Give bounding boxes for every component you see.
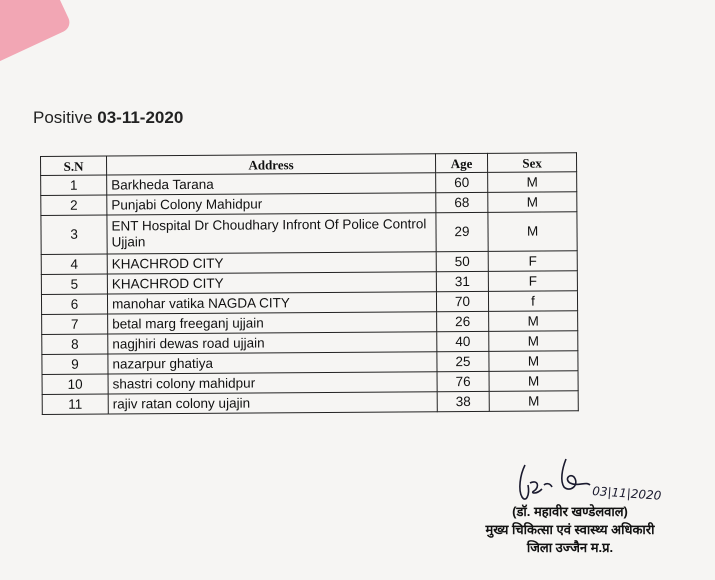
officer-block [450,503,690,557]
cell-sex: F [488,271,577,292]
cell-address: KHACHROD CITY [107,272,436,294]
heading-label: Positive [33,108,93,127]
cell-address: shastri colony mahidpur [108,372,437,394]
column-header-sex: Sex [487,153,576,173]
cell-address: rajiv ratan colony ujajin [108,392,437,414]
cell-sn: 9 [42,354,108,374]
cell-sn: 3 [41,215,107,254]
cell-address: nagjhiri dewas road ujjain [108,332,437,354]
cell-address: ENT Hospital Dr Choudhary Infront Of Police Control Ujjain [107,213,436,254]
cell-sex: M [489,351,578,372]
cell-address: manohar vatika NAGDA CITY [107,292,436,314]
cell-sn: 8 [42,334,108,354]
column-header-address: Address [107,154,436,175]
cell-age: 68 [436,192,488,212]
cell-address: KHACHROD CITY [107,252,436,274]
cell-address: nazarpur ghatiya [108,352,437,374]
officer-name: (डॉ. महावीर खण्डेलवाल) [512,504,628,519]
handwritten-signature [500,455,700,510]
cell-sn: 4 [41,254,107,274]
table-row [42,391,578,415]
cell-sn: 7 [42,314,108,334]
cell-age: 25 [437,351,489,371]
table-row [41,212,577,255]
cell-age: 38 [437,391,489,411]
officer-district: जिला उज्जैन म.प्र. [526,540,614,555]
cell-sex: M [488,192,577,213]
cell-age: 31 [436,271,488,291]
report-heading [33,108,183,128]
cell-age: 50 [436,251,488,271]
cell-sex: f [488,291,577,312]
cell-age: 29 [436,212,488,251]
paper-corner-decoration [0,0,73,65]
column-header-age: Age [435,153,487,172]
signature-stroke [562,459,590,489]
cell-sex: M [488,172,577,193]
cell-address: Barkheda Tarana [107,173,436,195]
cell-address: Punjabi Colony Mahidpur [107,193,436,215]
cell-age: 26 [437,311,489,331]
cell-sex: M [489,371,578,392]
cell-age: 70 [436,291,488,311]
cell-sn: 6 [41,294,107,314]
report-date: 03-11-2020 [97,108,184,127]
cell-sex: M [489,331,578,352]
cell-sn: 5 [41,274,107,294]
signature-stroke [520,465,552,499]
signature-date: 03|11|2020 [591,484,662,503]
cell-age: 60 [436,172,488,192]
cell-sn: 2 [41,195,107,215]
cell-age: 40 [437,331,489,351]
cell-age: 76 [437,371,489,391]
cell-sn: 1 [41,175,107,195]
officer-title: मुख्य चिकित्सा एवं स्वास्थ्य अधिकारी [485,522,655,537]
cell-sex: F [488,251,577,272]
cell-sn: 10 [42,374,108,394]
cell-sex: M [489,311,578,332]
cell-sn: 11 [42,394,108,414]
column-header-sn: S.N [41,156,107,175]
cell-address: betal marg freeganj ujjain [108,312,437,334]
cell-sex: M [489,391,578,412]
positive-cases-table [40,152,579,415]
cell-sex: M [488,212,577,252]
